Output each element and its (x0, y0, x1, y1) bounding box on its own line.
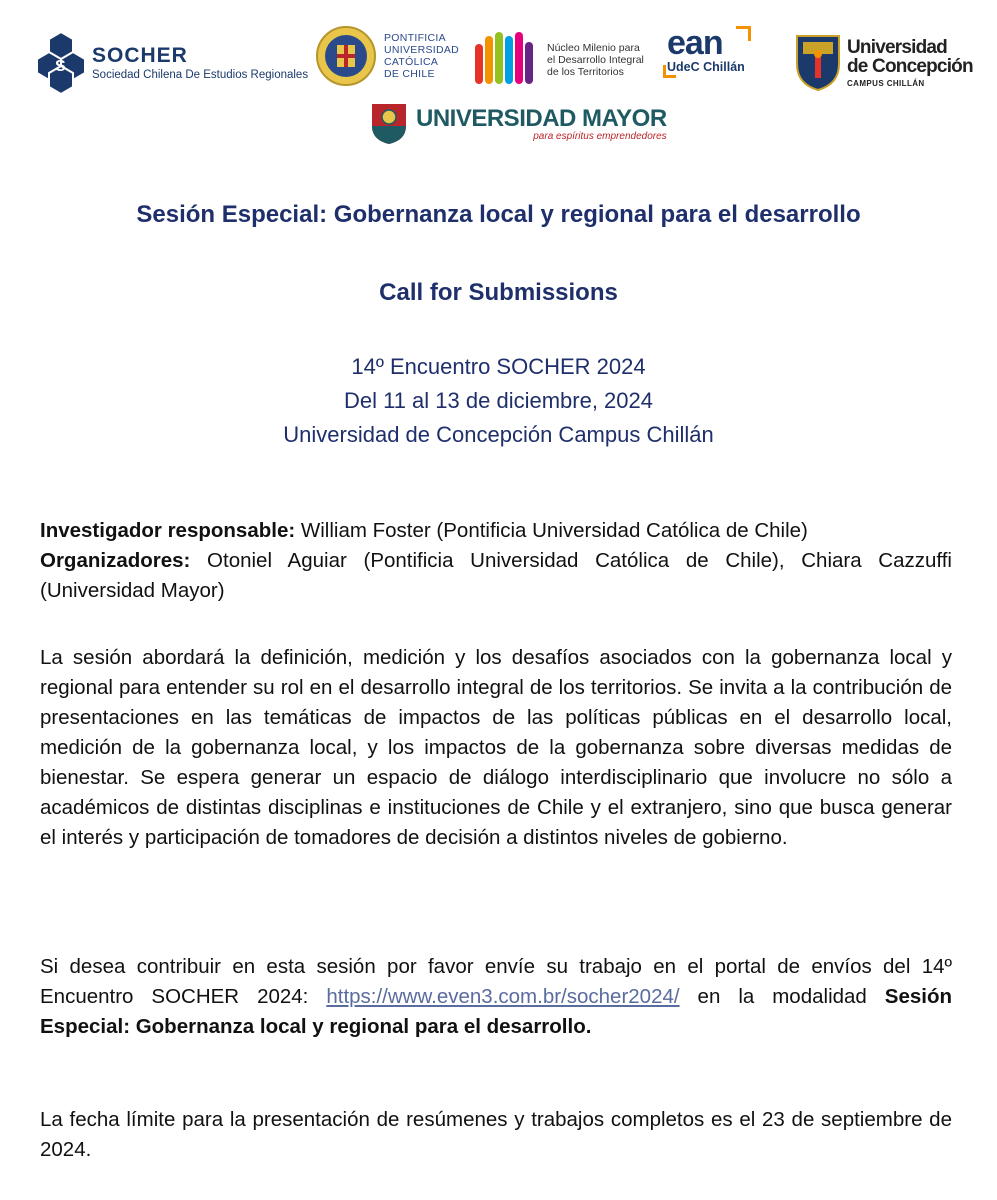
umayor-tagline: para espíritus emprendedores (533, 130, 667, 142)
puc-line-4: DE CHILE (384, 68, 435, 80)
socher-subtitle: Sociedad Chilena De Estudios Regionales (92, 69, 309, 81)
investigator-value: William Foster (Pontificia Universidad Católica de Chile) (295, 519, 808, 542)
submission-portal-link[interactable]: https://www.even3.com.br/socher2024/ (326, 985, 680, 1008)
puc-line-1: PONTIFICIA (384, 32, 446, 44)
nucleo-text (547, 42, 657, 78)
nucleo-bars-icon (473, 30, 539, 90)
logo-strip (0, 0, 997, 160)
submission-text-before: Si desea contribuir en esta sesión por favor envíe su trabajo en el portal de envíos del 14º Encuentro SOCHER 2024: (40, 955, 952, 1008)
session-title: Sesión Especial: Gobernanza local y regional para el desarrollo (136, 201, 861, 228)
organizers-label: Organizadores: (40, 549, 191, 572)
event-venue: Universidad de Concepción Campus Chillán (283, 422, 714, 447)
udec-logo (795, 34, 973, 92)
umayor-shield-icon (370, 102, 408, 146)
ean-word: ean (667, 24, 723, 62)
puc-line-2: UNIVERSIDAD (384, 44, 460, 56)
ean-subtitle: UdeC Chillán (667, 60, 745, 74)
udec-shield-icon (795, 34, 841, 92)
udec-line-3: CAMPUS CHILLÁN (847, 79, 925, 88)
event-dates: Del 11 al 13 de diciembre, 2024 (343, 388, 653, 413)
socher-hexagon-icon (36, 30, 86, 96)
session-abstract: La sesión abordará la definición, medición y los desafíos asociados con la gobernanza local y regional para entender su rol en el desarrollo integral de los territorios. Se invita a la contribución de presentaciones en las temáticas de impactos de las políticas públicas en el desarrollo local, medición de la gobernanza local, y los impactos de la gobernanza sobre diversas medidas de bienestar. Se espera generar un espacio de diálogo interdisciplinario que involucre no sólo a académicos de distintas disciplinas e instituciones de Chile y el extranjero, sino que busca generar el interés y participación de tomadores de decisión a distintos niveles de gobierno. (40, 646, 952, 849)
submission-instructions (40, 952, 952, 1042)
puc-logo (316, 16, 474, 96)
umayor-name: UNIVERSIDAD MAYOR (416, 104, 667, 132)
nucleo-line-2: el Desarrollo Integral (547, 54, 644, 66)
organizers-line (40, 546, 952, 606)
udec-line-1: Universidad (847, 37, 947, 58)
umayor-logo (370, 102, 667, 146)
organizers-value: Otoniel Aguiar (Pontificia Universidad Católica de Chile), Chiara Cazzuffi (Universidad Mayor) (40, 549, 952, 602)
puc-line-3: CATÓLICA (384, 56, 439, 68)
ean-corner-mark (663, 65, 676, 78)
udec-line-2: de Concepción (847, 56, 973, 77)
investigator-line (40, 516, 952, 546)
puc-seal-icon (316, 16, 376, 96)
ean-corner-mark (736, 26, 751, 41)
deadline-text: La fecha límite para la presentación de resúmenes y trabajos completos es el 23 de septiembre de 2024. (40, 1108, 952, 1161)
nucleo-logo (473, 30, 657, 90)
socher-name: SOCHER (92, 44, 188, 67)
ean-logo (667, 24, 745, 74)
submission-text-middle: en la modalidad (679, 985, 885, 1008)
people-section (40, 516, 952, 606)
nucleo-line-3: de los Territorios (547, 66, 624, 78)
puc-text (384, 32, 474, 80)
svg-text:S: S (55, 58, 66, 75)
investigator-label: Investigador responsable: (40, 519, 296, 542)
submission-modality: Sesión Especial: Gobernanza local y regional para el desarrollo. (40, 985, 952, 1038)
event-info (0, 350, 997, 452)
socher-logo (36, 30, 308, 96)
nucleo-line-1: Núcleo Milenio para (547, 42, 640, 54)
call-for-submissions-title: Call for Submissions (379, 279, 618, 306)
event-name: 14º Encuentro SOCHER 2024 (351, 354, 646, 379)
